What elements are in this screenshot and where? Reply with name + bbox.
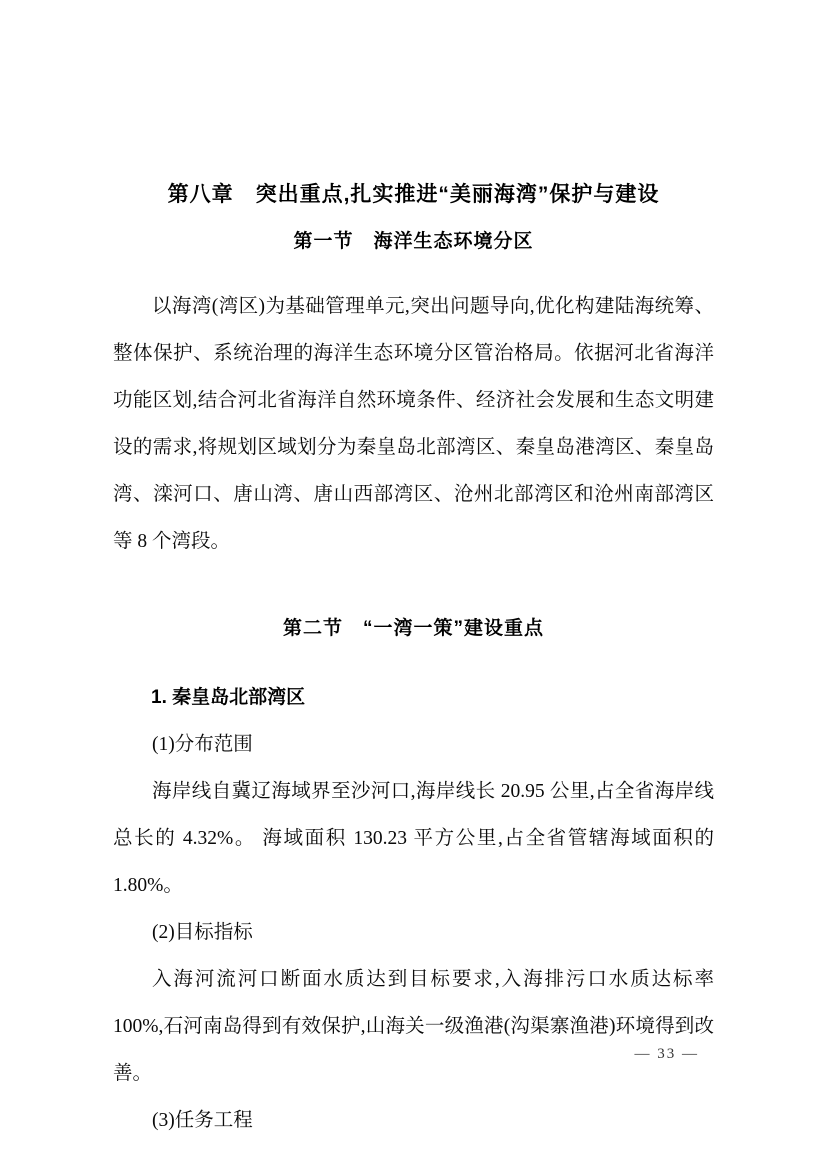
item-1-title: 1. 秦皇岛北部湾区 (151, 687, 306, 708)
sub-1-title: (1)分布范围 (152, 734, 253, 755)
paragraph-overview: 以海湾(湾区)为基础管理单元,突出问题导向,优化构建陆海统筹、整体保护、系统治理的海洋生态环境分区管治格局。依据河北省海洋功能区划,结合河北省海洋自然环境条件、经济社会发展和生态文明建设的需求,将规划区域划分为秦皇岛北部湾区、秦皇岛港湾区、秦皇岛湾、滦河口、唐山湾、唐山西部湾区、沧州北部湾区和沧州南部湾区等 8 个湾段。 (113, 296, 714, 552)
page-number: — 33 — (634, 1046, 699, 1062)
sub-2-paragraph: 入海河流河口断面水质达到目标要求,入海排污口水质达标率 100%,石河南岛得到有效保护,山海关一级渔港(沟渠寨渔港)环境得到改善。 (113, 969, 714, 1084)
sub-3-title: (3)任务工程 (152, 1110, 253, 1131)
sub-1-paragraph: 海岸线自冀辽海域界至沙河口,海岸线长 20.95 公里,占全省海岸线总长的 4.32%。 海域面积 130.23 平方公里,占全省管辖海域面积的 1.80%。 (113, 781, 714, 896)
section-2-title: 第二节 “一湾一策”建设重点 (282, 618, 544, 639)
sub-2-title: (2)目标指标 (152, 922, 253, 943)
chapter-title: 第八章 突出重点,扎实推进“美丽海湾”保护与建设 (167, 183, 660, 206)
page-content (113, 178, 714, 1144)
section-1-title: 第一节 海洋生态环境分区 (293, 231, 534, 252)
